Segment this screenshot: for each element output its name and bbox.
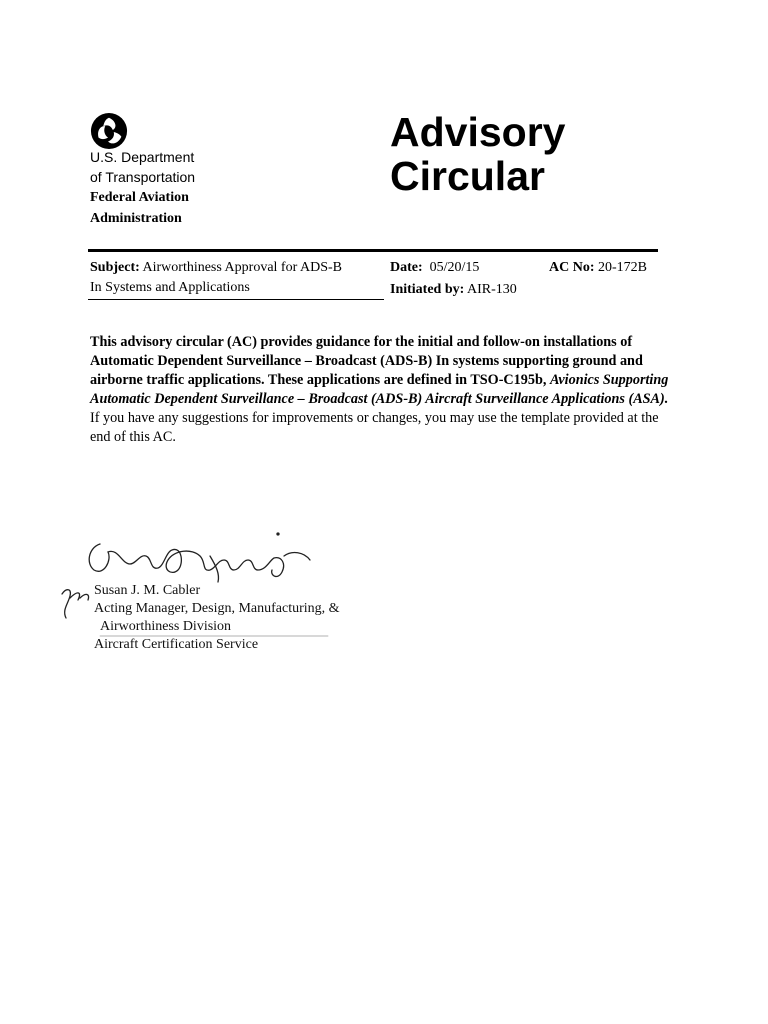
signer-title-line-1: Acting Manager, Design, Manufacturing, & (94, 601, 340, 616)
subject-line-1: Airworthiness Approval for ADS-B (139, 260, 342, 275)
ac-number-block (549, 258, 647, 278)
date-block (390, 258, 479, 278)
initiated-value: AIR-130 (467, 282, 517, 297)
signature-block (60, 530, 340, 660)
abstract-regular-text: If you have any suggestions for improvements or changes, you may use the template provided at the end of this AC. (90, 410, 659, 445)
dot-logo-icon (90, 112, 128, 150)
abstract-italic-title: Avionics Supporting Automatic Dependent Surveillance – Broadcast (ADS-B) Aircraft Surveillance Applications (ASA). (90, 372, 669, 407)
signer-title-line-2: Airworthiness Division (100, 619, 232, 634)
title-line-2: Circular (390, 153, 545, 199)
agency-subname (90, 187, 189, 229)
initiated-label: Initiated by: (390, 282, 465, 297)
title-line-1: Advisory (390, 109, 566, 155)
subject-underline (88, 299, 384, 300)
date-label: Date: (390, 260, 423, 275)
agency-line-3: Federal Aviation (90, 190, 189, 205)
subject-block (90, 258, 380, 298)
abstract-bold-text: This advisory circular (AC) provides guidance for the initial and follow-on installations of Automatic Dependent Surveillance – Broadcast (ADS-B) In systems supporting ground and airborne traffic applications. These applications are defined in TSO-C195b, (90, 334, 643, 388)
ac-value: 20-172B (598, 260, 647, 275)
signer-name: Susan J. M. Cabler (94, 583, 201, 598)
header-divider (88, 249, 658, 252)
signer-title-line-3: Aircraft Certification Service (94, 637, 259, 652)
document-title (390, 110, 565, 198)
abstract-paragraph (90, 333, 680, 447)
agency-line-1: U.S. Department (90, 149, 195, 165)
agency-line-4: Administration (90, 211, 182, 226)
agency-line-2: of Transportation (90, 169, 196, 185)
agency-name (90, 147, 195, 187)
ac-label: AC No: (549, 260, 595, 275)
initiated-block (390, 280, 517, 300)
subject-line-2: In Systems and Applications (90, 280, 250, 295)
date-value: 05/20/15 (429, 260, 480, 275)
subject-label: Subject: (90, 260, 140, 275)
